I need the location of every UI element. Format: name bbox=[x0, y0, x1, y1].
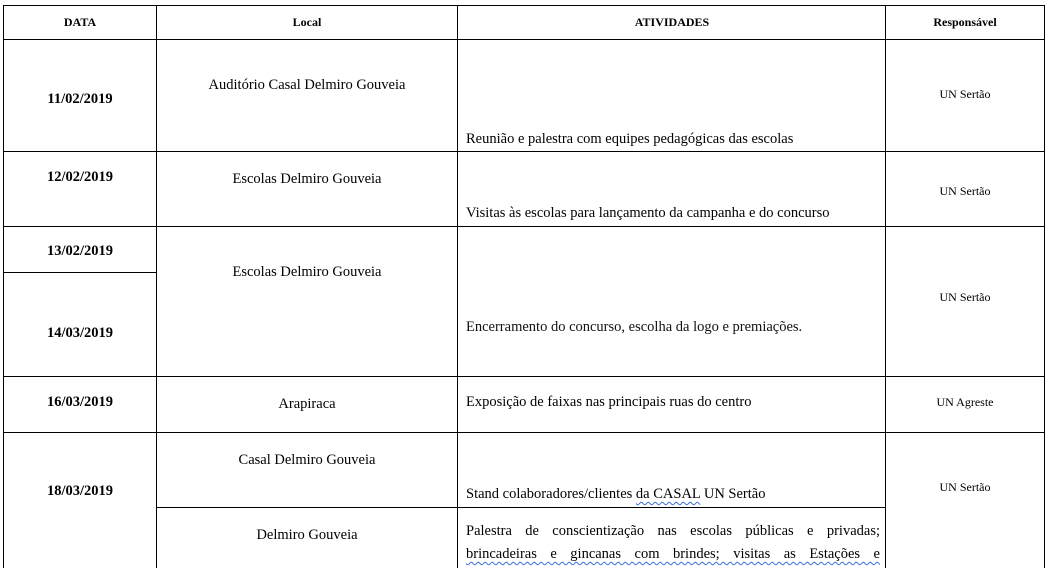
header-local: Local bbox=[292, 15, 322, 29]
row-1-local: Auditório Casal Delmiro Gouveia bbox=[208, 77, 406, 93]
rule-header-bottom bbox=[3, 39, 1045, 40]
row-4-responsavel: UN Agreste bbox=[936, 395, 994, 409]
row-1-responsavel: UN Sertão bbox=[939, 87, 991, 101]
row-3-date-a: 13/02/2019 bbox=[46, 243, 114, 259]
rule-top bbox=[3, 5, 1045, 6]
row-2-atividade: Visitas às escolas para lançamento da campanha e do concurso bbox=[466, 205, 830, 221]
row-5a-atividade-part-1: Stand colaboradores/clientes bbox=[466, 486, 636, 502]
header-data: DATA bbox=[63, 15, 97, 29]
rule-left bbox=[3, 5, 4, 568]
rule-right bbox=[1044, 5, 1045, 568]
header-atividades: ATIVIDADES bbox=[634, 15, 710, 29]
row-3-atividade: Encerramento do concurso, escolha da logo e premiações. bbox=[466, 319, 803, 335]
row-1-date: 11/02/2019 bbox=[47, 91, 113, 107]
row-5b-local: Delmiro Gouveia bbox=[256, 527, 358, 543]
row-2-responsavel: UN Sertão bbox=[939, 184, 991, 198]
row-5b-atividade-line-1: Palestra de conscientização nas escolas públicas e privadas; bbox=[466, 523, 880, 539]
rule-row-3 bbox=[3, 376, 1045, 377]
rule-row-4 bbox=[3, 432, 1045, 433]
row-5a-atividade bbox=[466, 486, 765, 503]
row-3-date-b: 14/03/2019 bbox=[46, 325, 114, 341]
header-responsavel: Responsável bbox=[933, 15, 997, 29]
rule-col-1 bbox=[156, 5, 157, 568]
row-5a-atividade-part-3: UN Sertão bbox=[700, 486, 766, 502]
rule-col-3 bbox=[885, 5, 886, 568]
row-5-date: 18/03/2019 bbox=[46, 483, 114, 499]
row-5a-atividade-part-2: da CASAL bbox=[635, 486, 701, 502]
rule-row-1 bbox=[3, 151, 1045, 152]
rule-date-split bbox=[3, 272, 156, 273]
rule-col-2 bbox=[457, 5, 458, 568]
row-5a-local: Casal Delmiro Gouveia bbox=[238, 452, 376, 468]
row-4-atividade: Exposição de faixas nas principais ruas do centro bbox=[466, 394, 752, 410]
row-2-date: 12/02/2019 bbox=[46, 169, 114, 185]
row-3-responsavel: UN Sertão bbox=[939, 290, 991, 304]
row-4-date: 16/03/2019 bbox=[46, 394, 114, 410]
row-5b-atividade-line-2: brincadeiras e gincanas com brindes; visitas as Estações e bbox=[466, 546, 880, 562]
rule-row-2 bbox=[3, 226, 1045, 227]
row-5-responsavel: UN Sertão bbox=[939, 480, 991, 494]
row-3-local: Escolas Delmiro Gouveia bbox=[232, 264, 382, 280]
row-2-local: Escolas Delmiro Gouveia bbox=[232, 171, 382, 187]
row-1-atividade: Reunião e palestra com equipes pedagógicas das escolas bbox=[466, 131, 794, 147]
rule-sub-split bbox=[156, 507, 885, 508]
row-4-local: Arapiraca bbox=[278, 396, 336, 412]
